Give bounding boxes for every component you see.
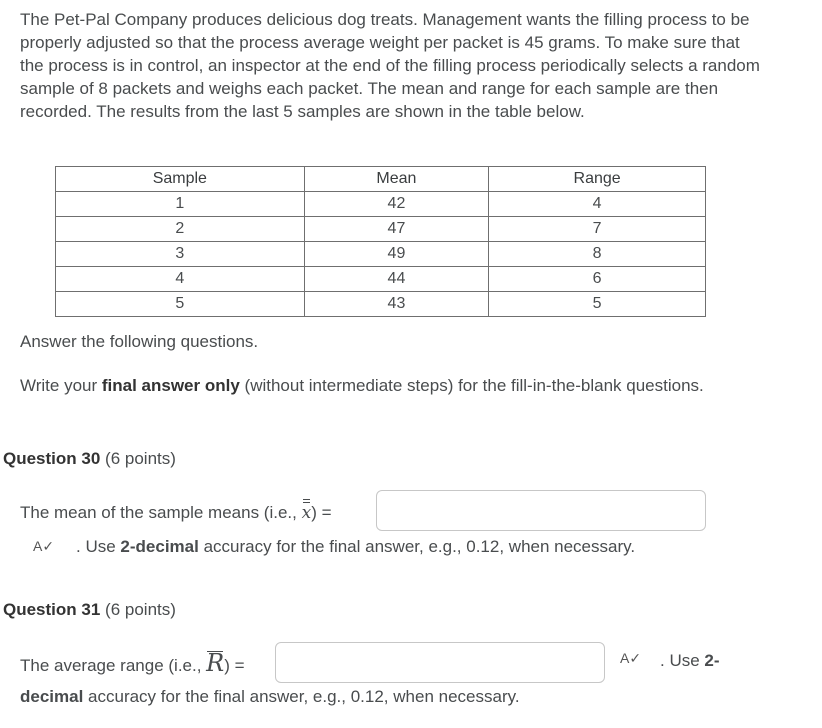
cell-range: 5 [489,292,706,317]
cell-mean: 49 [304,242,489,267]
cell-sample: 2 [56,217,305,242]
samples-table [55,166,706,317]
question-31-note-start [660,651,720,671]
cell-mean: 42 [304,192,489,217]
x-double-bar-symbol: x [302,499,312,523]
note-text: . Use [76,537,121,556]
table-header-row [56,167,706,192]
prompt-text: ) = [311,503,332,522]
question-31-prompt [20,651,245,676]
cell-range: 7 [489,217,706,242]
note-text: accuracy for the final answer, e.g., 0.12, when necessary. [83,687,520,706]
question-31-heading [3,600,176,620]
question-30-prompt [20,499,332,523]
question-30-title: Question 30 [3,449,101,468]
header-mean: Mean [304,167,489,192]
question-31-answer-input[interactable] [275,642,605,683]
r-bar-symbol: R [206,649,225,677]
cell-mean: 47 [304,217,489,242]
header-sample: Sample [56,167,305,192]
question-30-heading [3,449,176,469]
question-30-answer-input[interactable] [376,490,706,531]
note-text: accuracy for the final answer, e.g., 0.12, when necessary. [198,537,636,556]
table-row [56,217,706,242]
prompt-text: The average range (i.e., [20,656,207,675]
note-bold: 2-decimal [120,537,199,556]
question-31-points: (6 points) [105,600,176,619]
prompt-text: ) = [224,656,245,675]
cell-mean: 44 [304,267,489,292]
instruction-text [20,374,760,397]
answer-following-text: Answer the following questions. [20,332,259,351]
cell-range: 6 [489,267,706,292]
problem-statement: The Pet-Pal Company produces delicious dog treats. Management wants the filling process to be properly adjusted so that the process average weight per packet is 45 grams. To make sure that the process is in control, an inspector at the end of the filling process periodically selects a random sample of 8 packets and weighs each packet. The mean and range for each sample are then recorded. The results from the last 5 samples are shown in the table below. [20,10,760,121]
note-bold: 2- [704,651,720,670]
cell-mean: 43 [304,292,489,317]
note-bold: decimal [20,687,84,706]
spellcheck-icon[interactable]: A✓ [33,538,55,554]
question-31-title: Question 31 [3,600,101,619]
instruction-part: Write your [20,376,102,395]
table-row [56,192,706,217]
question-31-note-end [20,687,520,707]
note-text: . Use [660,651,705,670]
cell-sample: 1 [56,192,305,217]
question-30-note [76,537,635,557]
instruction-part: (without intermediate steps) for the fill-in-the-blank questions. [239,376,704,395]
table-row [56,267,706,292]
cell-range: 8 [489,242,706,267]
table-row [56,292,706,317]
table-row [56,242,706,267]
cell-sample: 4 [56,267,305,292]
header-range: Range [489,167,706,192]
spellcheck-icon[interactable]: A✓ [620,650,642,666]
cell-range: 4 [489,192,706,217]
question-30-points: (6 points) [105,449,176,468]
cell-sample: 5 [56,292,305,317]
prompt-text: The mean of the sample means (i.e., [20,503,302,522]
cell-sample: 3 [56,242,305,267]
instruction-bold: final answer only [101,376,240,395]
